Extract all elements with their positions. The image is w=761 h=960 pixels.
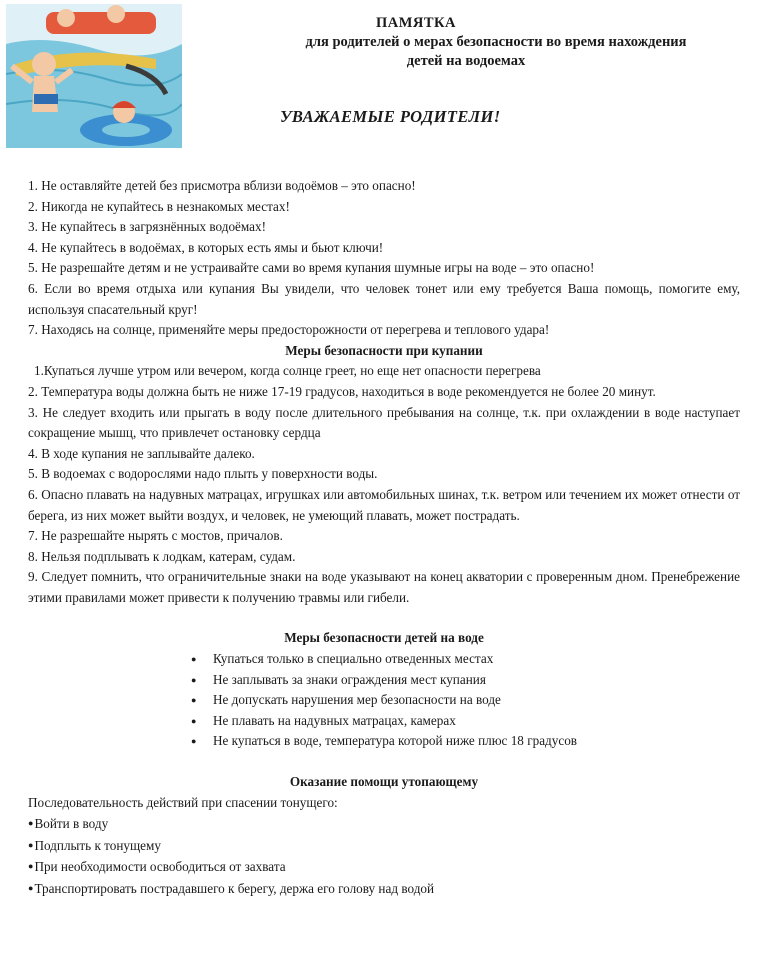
swimming-safety-item: 6. Опасно плавать на надувных матрацах, игрушках или автомобильных шинах, т.к. ветром или течением их может отнести от берега, из них может выйти воздух, и человек, не умеющий плавать, может пострадать. (28, 486, 740, 523)
swimming-safety-item: 8. Нельзя подплывать к лодкам, катерам, судам. (28, 548, 296, 564)
bullet-icon: ● (28, 861, 34, 872)
document-header (196, 14, 756, 71)
swimming-safety-item: 1.Купаться лучше утром или вечером, когда солнце греет, но еще нет опасности перегрева (34, 363, 541, 379)
rescue-heading: Оказание помощи утопающему (289, 774, 479, 790)
swimming-safety-item: 2. Температура воды должна быть не ниже 17-19 градусов, находиться в воде рекомендуется не более 20 минут. (28, 383, 656, 399)
children-safety-heading: Меры безопасности детей на воде (284, 630, 484, 646)
rule-item: 1. Не оставляйте детей без присмотра вблизи водоёмов – это опасно! (28, 178, 416, 193)
document-subtitle-line2: детей на водоемах (406, 53, 526, 69)
rule-item: 4. Не купайтесь в водоёмах, в которых есть ямы и бьют ключи! (28, 239, 384, 255)
rule-item: 6. Если во время отдыха или купания Вы увидели, что человек тонет или ему требуется Ваша помощь, помогите ему, используя спасательный круг! (28, 280, 740, 317)
swimming-safety-item: 7. Не разрешайте нырять с мостов, причалов. (28, 528, 283, 544)
list-item: ● Не допускать нарушения мер безопасности на воде (191, 690, 740, 711)
bullet-icon: ● (28, 883, 34, 893)
rule-item: 2. Никогда не купайтесь в незнакомых местах! (28, 198, 290, 214)
swimming-safety-item: 3. Не следует входить или прыгать в воду после длительного пребывания на солнце, т.к. при охлаждении в воде наступает сокращение мышц, что привлечет остановку сердца (28, 404, 740, 441)
rule-item: 7. Находясь на солнце, применяйте меры предосторожности от перегрева и теплового удара! (28, 322, 550, 338)
list-item: ● Купаться только в специально отведенных местах (191, 649, 740, 670)
document-subtitle-line1: для родителей о мерах безопасности во время нахождения (305, 34, 687, 50)
rescue-step: ●Подплыть к тонущему (28, 837, 161, 853)
swimming-safety-item: 4. В ходе купания не заплывайте далеко. (28, 445, 255, 461)
swimming-safety-heading: Меры безопасности при купании (285, 342, 483, 358)
rule-item: 5. Не разрешайте детям и не устраивайте сами во время купания шумные игры на воде – это опасно! (28, 260, 595, 276)
rescue-intro: Последовательность действий при спасении тонущего: (28, 794, 338, 810)
swimming-safety-item: 5. В водоемах с водорослями надо плыть у поверхности воды. (28, 466, 378, 482)
greeting: УВАЖАЕМЫЕ РОДИТЕЛИ! (280, 107, 501, 126)
swimming-safety-item: 9. Следует помнить, что ограничительные знаки на воде указывают на конец акватории с проверенным дном. Пренебрежение этими правилами может привести к получению травмы или гибели. (28, 569, 740, 605)
list-item: ● Не купаться в воде, температура которой ниже плюс 18 градусов (191, 731, 740, 752)
list-item: ● Не заплывать за знаки ограждения мест купания (191, 670, 740, 691)
bullet-icon: ● (28, 818, 34, 829)
children-safety-list (28, 649, 740, 752)
document-body (28, 176, 740, 900)
rescue-step: ●При необходимости освободиться от захвата (28, 859, 286, 875)
rule-item: 3. Не купайтесь в загрязнённых водоёмах! (28, 219, 266, 235)
document-title: ПАМЯТКА (375, 15, 457, 31)
bullet-icon: ● (28, 839, 34, 850)
rescue-step: ●Транспортировать пострадавшего к берегу, держа его голову над водой (28, 881, 435, 896)
list-item: ● Не плавать на надувных матрацах, камерах (191, 711, 740, 732)
rescue-step: ●Войти в воду (28, 816, 109, 832)
